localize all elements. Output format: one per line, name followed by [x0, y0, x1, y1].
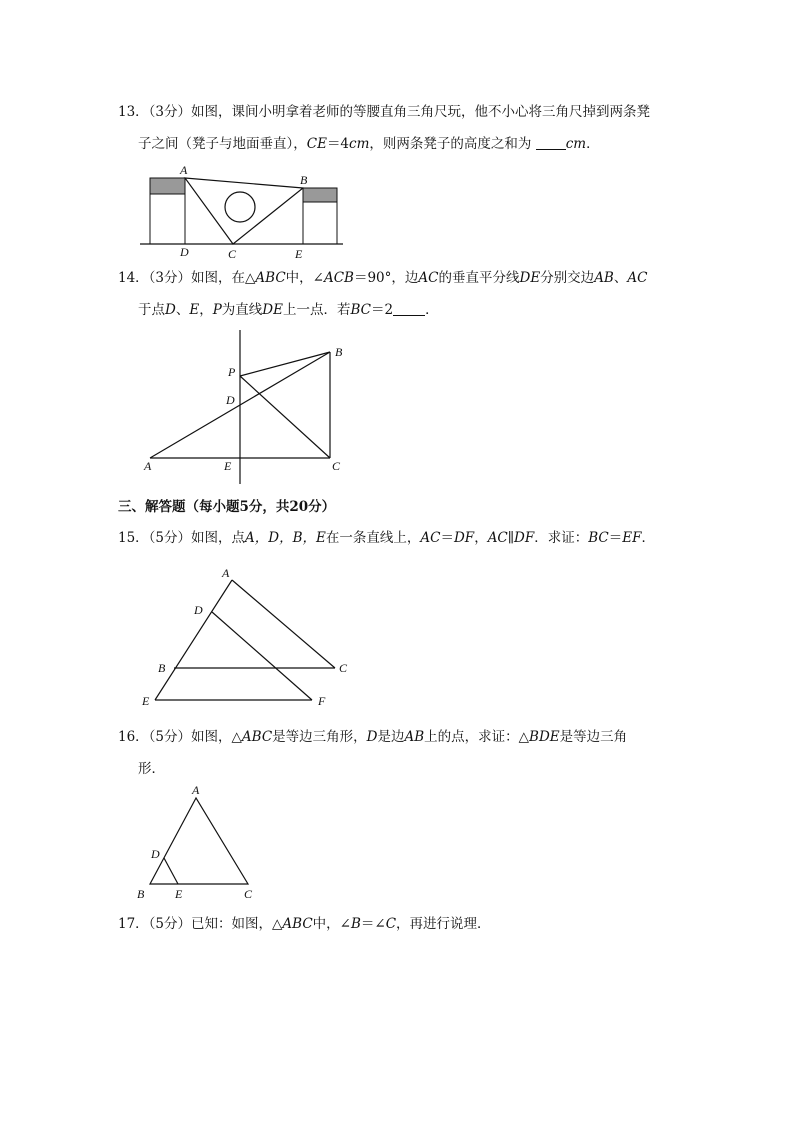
q15-label-a: A	[222, 566, 230, 580]
q15-label-c: C	[339, 661, 348, 675]
q17-line1: 17．（5分）已知：如图，△ABC中，∠B＝∠C，再进行说理．	[118, 916, 491, 932]
q15-label-f: F	[318, 694, 326, 708]
q14-figure	[138, 328, 353, 478]
q13-line2: 子之间（凳子与地面垂直），CE＝4cm，则两条凳子的高度之和为 cm．	[138, 136, 600, 152]
q13-line1: 13．（3分）如图，课间小明拿着老师的等腰直角三角尺玩，他不小心将三角尺掉到两条凳	[118, 104, 651, 120]
q14-label-a: A	[144, 459, 152, 473]
q14-label-p: P	[228, 365, 236, 379]
q15-figure	[138, 562, 358, 712]
q16-label-e: E	[175, 887, 183, 901]
q15-label-e: E	[142, 694, 150, 708]
q13-label-b: B	[300, 173, 308, 187]
q13-label-d: D	[180, 245, 189, 259]
q14-label-b: B	[335, 345, 343, 359]
q15-label-b: B	[158, 661, 166, 675]
section-header: 三、解答题（每小题5分，共20分）	[118, 499, 336, 515]
q14-label-c: C	[332, 459, 341, 473]
q13-answer-blank[interactable]	[536, 135, 566, 150]
q14-answer-blank[interactable]	[393, 301, 425, 316]
q16-line2: 形．	[138, 761, 165, 777]
q16-label-b: B	[137, 887, 145, 901]
q14-line1: 14．（3分）如图，在△ABC中，∠ACB＝90°，边AC的垂直平分线DE分别交边AB、AC	[118, 270, 648, 286]
q14-label-d: D	[226, 393, 235, 407]
q15-line1: 15．（5分）如图，点A，D，B，E在一条直线上，AC＝DF，AC∥DF．求证：BC＝EF．	[118, 530, 655, 546]
q16-label-d: D	[151, 847, 160, 861]
q14-label-e: E	[224, 459, 232, 473]
q14-line2: 于点D、E，P为直线DE上一点．若BC＝2 ．	[138, 302, 439, 318]
q16-figure	[132, 780, 267, 905]
q13-label-c: C	[228, 247, 237, 261]
q13-label-e: E	[295, 247, 303, 261]
q13-label-a: A	[180, 163, 188, 177]
q16-line1: 16．（5分）如图，△ABC是等边三角形，D是边AB上的点，求证：△BDE是等边三角	[118, 729, 628, 745]
q15-label-d: D	[194, 603, 203, 617]
q13-figure	[138, 160, 348, 260]
q16-label-a: A	[192, 783, 200, 797]
q16-label-c: C	[244, 887, 253, 901]
